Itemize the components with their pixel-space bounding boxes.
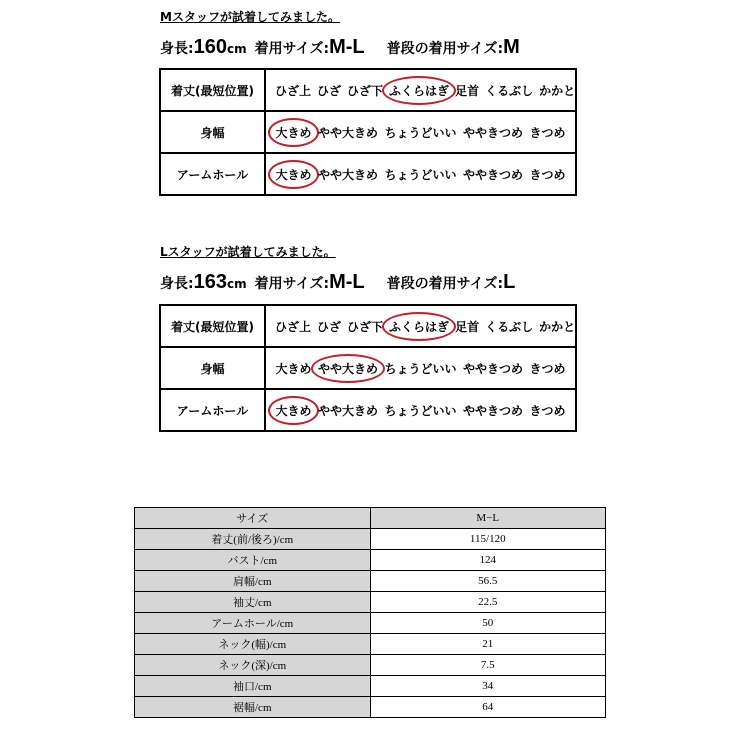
spec-key: 肩幅/cm: [135, 571, 371, 592]
fit-option: ひざ上: [275, 319, 312, 334]
fit-option: くるぶし: [485, 319, 534, 334]
fit-row: [160, 111, 576, 153]
wear-size-label: 着用サイズ:: [254, 41, 330, 57]
spec-value: 22.5: [370, 592, 606, 613]
fit-options-cell: [265, 153, 576, 195]
spec-row: [135, 571, 606, 592]
fit-option: やや大きめ: [317, 167, 378, 182]
fit-option: ひざ: [317, 319, 342, 334]
size-spec-table: [134, 507, 606, 718]
m-staff-fit-table: [159, 68, 577, 196]
spec-header-ml: M−L: [370, 508, 606, 529]
l-staff-heading: Lスタッフが試着してみました。: [160, 245, 336, 259]
fit-option-selected: 大きめ: [272, 396, 314, 425]
fit-option: ちょうどいい: [384, 361, 457, 376]
usual-size-value: L: [503, 271, 516, 293]
spec-key: アームホール/cm: [135, 613, 371, 634]
spec-value: 124: [370, 550, 606, 571]
usual-size-value: M: [503, 36, 520, 58]
fit-option: ややきつめ: [462, 125, 523, 140]
fit-option-selected: やや大きめ: [315, 354, 381, 383]
fit-row-label: アームホール: [160, 153, 265, 195]
spec-key: 袖丈/cm: [135, 592, 371, 613]
fit-row-label: 身幅: [160, 347, 265, 389]
fit-options-cell: [265, 305, 576, 347]
fit-option-selected: 大きめ: [272, 160, 314, 189]
spec-header-row: [135, 508, 606, 529]
fit-option: きつめ: [529, 403, 566, 418]
wear-size-value: M-L: [329, 271, 365, 293]
fit-option: ひざ: [317, 83, 342, 98]
fit-row-label: 着丈(最短位置): [160, 305, 265, 347]
height-unit: cm: [226, 42, 247, 56]
l-staff-meta: [160, 271, 515, 294]
fit-row: [160, 69, 576, 111]
spec-value: 64: [370, 697, 606, 718]
spec-key: ネック(深)/cm: [135, 655, 371, 676]
spec-value: 7.5: [370, 655, 606, 676]
fit-option: かかと: [539, 319, 576, 334]
fit-option: 足首: [455, 83, 480, 98]
fit-row: [160, 153, 576, 195]
fit-option: ひざ下: [347, 83, 384, 98]
fit-option: ちょうどいい: [384, 403, 457, 418]
spec-row: [135, 592, 606, 613]
spec-row: [135, 529, 606, 550]
usual-size-label: 普段の着用サイズ:: [386, 276, 504, 292]
fit-option: きつめ: [529, 361, 566, 376]
fit-option: 足首: [455, 319, 480, 334]
spec-key: 袖口/cm: [135, 676, 371, 697]
fit-option: ややきつめ: [462, 167, 523, 182]
fit-option-selected: 大きめ: [272, 118, 314, 147]
m-staff-heading: Mスタッフが試着してみました。: [160, 10, 340, 24]
fit-option: ちょうどいい: [384, 125, 457, 140]
fit-row-label: 身幅: [160, 111, 265, 153]
fit-option: ちょうどいい: [384, 167, 457, 182]
height-label: 身長:: [160, 276, 194, 292]
fit-option: きつめ: [529, 167, 566, 182]
fit-option: きつめ: [529, 125, 566, 140]
fit-option: やや大きめ: [317, 125, 378, 140]
fit-row: [160, 347, 576, 389]
usual-size-label: 普段の着用サイズ:: [386, 41, 504, 57]
spec-header-size: サイズ: [135, 508, 371, 529]
spec-key: 裾幅/cm: [135, 697, 371, 718]
fit-option: 大きめ: [275, 361, 312, 376]
wear-size-value: M-L: [329, 36, 365, 58]
spec-value: 115/120: [370, 529, 606, 550]
fit-options-cell: [265, 111, 576, 153]
spec-value: 34: [370, 676, 606, 697]
fit-row: [160, 305, 576, 347]
spec-key: バスト/cm: [135, 550, 371, 571]
spec-row: [135, 676, 606, 697]
fit-option: やや大きめ: [317, 403, 378, 418]
height-value: 163: [193, 271, 227, 293]
spec-key: 着丈(前/後ろ)/cm: [135, 529, 371, 550]
l-staff-fit-table: [159, 304, 577, 432]
fit-option-selected: ふくらはぎ: [386, 76, 452, 105]
fit-row: [160, 389, 576, 431]
fit-option-selected: ふくらはぎ: [386, 312, 452, 341]
fit-options-cell: [265, 69, 576, 111]
fit-option: ひざ上: [275, 83, 312, 98]
m-staff-meta: [160, 36, 520, 59]
spec-row: [135, 634, 606, 655]
spec-row: [135, 550, 606, 571]
wear-size-label: 着用サイズ:: [254, 276, 330, 292]
spec-value: 50: [370, 613, 606, 634]
spec-value: 56.5: [370, 571, 606, 592]
height-unit: cm: [226, 277, 247, 291]
spec-row: [135, 655, 606, 676]
spec-row: [135, 697, 606, 718]
height-label: 身長:: [160, 41, 194, 57]
spec-key: ネック(幅)/cm: [135, 634, 371, 655]
fit-option: くるぶし: [485, 83, 534, 98]
fit-options-cell: [265, 347, 576, 389]
fit-option: ややきつめ: [462, 403, 523, 418]
spec-row: [135, 613, 606, 634]
fit-row-label: アームホール: [160, 389, 265, 431]
spec-value: 21: [370, 634, 606, 655]
fit-row-label: 着丈(最短位置): [160, 69, 265, 111]
fit-option: ややきつめ: [462, 361, 523, 376]
fit-option: かかと: [539, 83, 576, 98]
fit-option: ひざ下: [347, 319, 384, 334]
height-value: 160: [193, 36, 227, 58]
fit-options-cell: [265, 389, 576, 431]
